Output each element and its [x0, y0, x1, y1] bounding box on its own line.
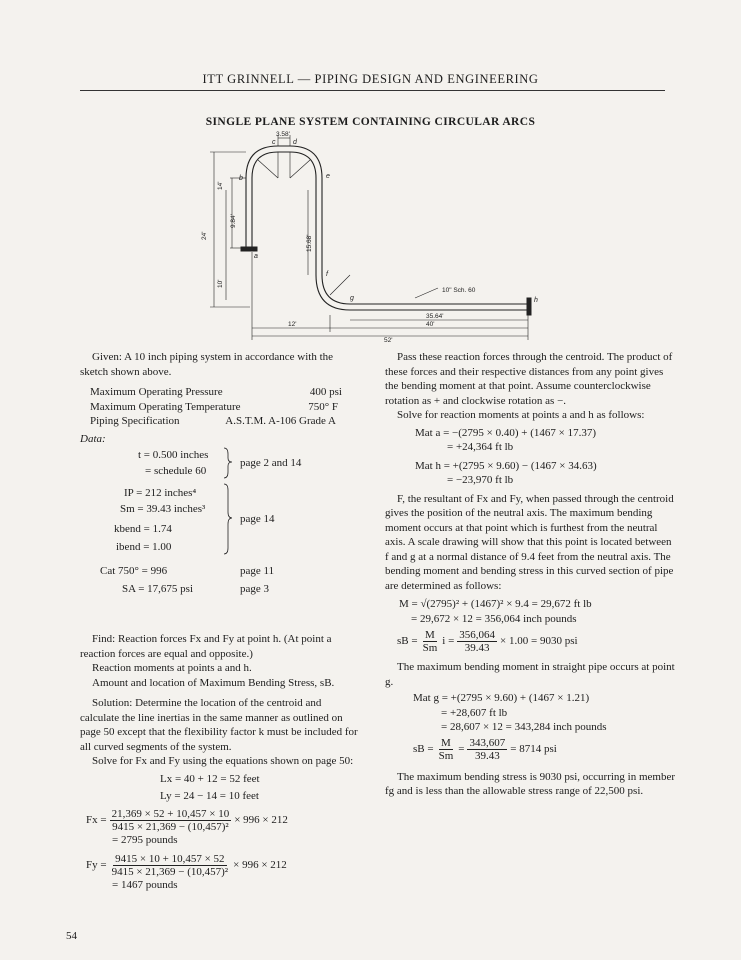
solve-text: Solve for Fx and Fy using the equations shown on page 50: — [92, 755, 354, 767]
data-sa: SA = 17,675 psi — [122, 583, 193, 595]
brace-marks — [222, 446, 234, 558]
spec-row: Maximum Operating Pressure 400 psi — [90, 386, 342, 398]
dim-10: 10' — [217, 279, 224, 288]
eq-fy: Fy = $\frac{9415 \times 10 + 10,457 \times 52}{\text{9415 × 21,369 − (10,457)²}}$ × 996 × 212 — [86, 853, 287, 878]
eq-ma1: Mat a = −(2795 × 0.40) + (1467 × 17.37) — [415, 426, 597, 439]
spec-row: Maximum Operating Temperature 750° F — [90, 400, 338, 413]
eq-m1: M = √(2795)² + (1467)² × 9.4 = 29,672 ft lb — [399, 598, 592, 610]
left-column — [80, 350, 360, 893]
anchor-a — [241, 247, 257, 251]
spec-row: Piping Specification A.S.T.M. A-106 Grade A — [90, 415, 336, 427]
data-c: Cat 750° = 996 — [100, 565, 168, 577]
solution-text: Solution: Determine the location of the centroid and calculate the line inertias in the same manner as outlined on page 50 except that the flexibility factor k must be included for all curved segments of the system. — [80, 697, 358, 753]
point-c: c — [272, 139, 276, 146]
data-t-ref: page 2 and 14 — [240, 457, 302, 469]
dim-12: 12' — [288, 321, 297, 328]
para-solve-moments: Solve for reaction moments at points a and h as follows: — [397, 409, 645, 421]
eq-sb: sB = $\frac{M}{Sm}$ i = $\frac{356,064}{39.43}$ × 1.00 = 9030 psi — [397, 629, 578, 654]
point-d: d — [293, 139, 297, 146]
point-f: f — [326, 271, 328, 278]
eq-ma2: = +24,364 ft lb — [447, 441, 514, 453]
eq-fx: Fx = $\frac{21,369 \times 52 + 10,457 \times 10}{\text{9415 × 21,369 − (10,457)²}}$ × 996 × 212 — [86, 807, 288, 833]
dim-40: 40' — [426, 321, 435, 328]
dim-14: 14' — [217, 181, 224, 190]
eq-ly: Ly = 24 − 14 = 10 feet — [160, 790, 259, 802]
fy-numerator: 9415 × 10 + 10,457 × 52 — [115, 853, 225, 865]
para-neutral-axis: F, the resultant of Fx and Fy, when passed through the centroid gives the position of the neutral axis. The maximum bending moment occurs at that point which is furthest from the neutral axis. A scale drawing will show that this point is located between f and g at a normal distance of 9.4 feet from the neutral axis. The bending moment and bending stress in this curved section of pipe are determined as follows: — [385, 492, 674, 592]
eq-fy-result: = 1467 pounds — [112, 879, 178, 891]
spec-list — [80, 379, 360, 429]
eq-mh1: Mat h = +(2795 × 9.60) − (1467 × 34.63) — [415, 459, 597, 472]
pipe-outline — [246, 146, 528, 310]
page-number: 54 — [66, 930, 77, 942]
anchor-h — [527, 298, 531, 315]
data-c-ref: page 11 — [240, 565, 275, 577]
fy-denominator: 9415 × 21,369 − (10,457)² — [111, 866, 229, 878]
running-header: ITT GRINNELL — PIPING DESIGN AND ENGINEERING — [202, 72, 539, 86]
pipe-spec-label: 10" Sch. 60 — [442, 287, 476, 294]
page-title: SINGLE PLANE SYSTEM CONTAINING CIRCULAR ARCS — [205, 116, 536, 128]
find-moments: Reaction moments at points a and h. — [92, 662, 252, 674]
data-ip: IP = 212 inches⁴ — [124, 487, 197, 499]
point-a: a — [254, 253, 258, 260]
find-stress: Amount and location of Maximum Bending Stress, sB. — [92, 676, 335, 689]
para-straight-pipe: The maximum bending moment in straight pipe occurs at point g. — [385, 661, 675, 688]
eq-lx: Lx = 40 + 12 = 52 feet — [160, 772, 260, 785]
data-kbend: kbend = 1.74 — [114, 523, 172, 535]
point-g: g — [350, 295, 354, 302]
piping-sketch — [190, 130, 550, 345]
data-sa-ref: page 3 — [240, 583, 270, 595]
data-t2: = schedule 60 — [145, 465, 207, 477]
data-label: Data: — [80, 432, 106, 445]
data-ibend: ibend = 1.00 — [116, 541, 172, 553]
data-t1: t = 0.500 inches — [138, 449, 209, 461]
eq-mg3: = 28,607 × 12 = 343,284 inch pounds — [441, 721, 607, 733]
dim-top-width: 3.58' — [276, 131, 290, 138]
eq-mg2: = +28,607 ft lb — [441, 706, 508, 719]
point-e: e — [326, 173, 330, 180]
dim-9-84: 9.84' — [230, 214, 237, 228]
right-column — [385, 350, 677, 799]
dim-15-68: 15.68' — [306, 234, 313, 252]
eq-fx-result: = 2795 pounds — [112, 833, 178, 846]
fx-numerator: 21,369 × 52 + 10,457 × 10 — [111, 807, 230, 820]
point-h: h — [534, 297, 538, 304]
data-block — [80, 446, 360, 632]
dim-52: 52' — [384, 337, 393, 344]
eq-sg: sB = $\frac{M}{Sm}$ = $\frac{343,607}{39.43}$ = 8714 psi — [413, 736, 557, 762]
point-b: b — [239, 175, 243, 182]
data-group-ref: page 14 — [240, 513, 275, 525]
para-conclusion: The maximum bending stress is 9030 psi, occurring in member fg and is less than the allowable stress range of 22,500 psi. — [385, 770, 676, 797]
eq-mg1: Mat g = +(2795 × 9.60) + (1467 × 1.21) — [413, 692, 590, 704]
dim-24: 24' — [201, 231, 208, 240]
fx-denominator: 9415 × 21,369 − (10,457)² — [112, 820, 229, 833]
para-reactions: Pass these reaction forces through the centroid. The product of these forces and their respective distances from any point gives the bending moment at that point. Assume counterclockwise rotation as + and clockwise rotation as −. — [385, 351, 673, 407]
data-sm: Sm = 39.43 inches³ — [120, 503, 206, 515]
header-rule — [80, 90, 665, 91]
eq-m2: = 29,672 × 12 = 356,064 inch pounds — [411, 612, 577, 625]
given-text: Given: A 10 inch piping system in accordance with the sketch shown above. — [80, 351, 334, 378]
eq-mh2: = −23,970 ft lb — [447, 474, 514, 486]
dim-35-64: 35.64' — [426, 313, 444, 320]
find-text: Find: Reaction forces Fx and Fy at point h. (At point a reaction forces are equal and opposite.) — [80, 633, 332, 660]
